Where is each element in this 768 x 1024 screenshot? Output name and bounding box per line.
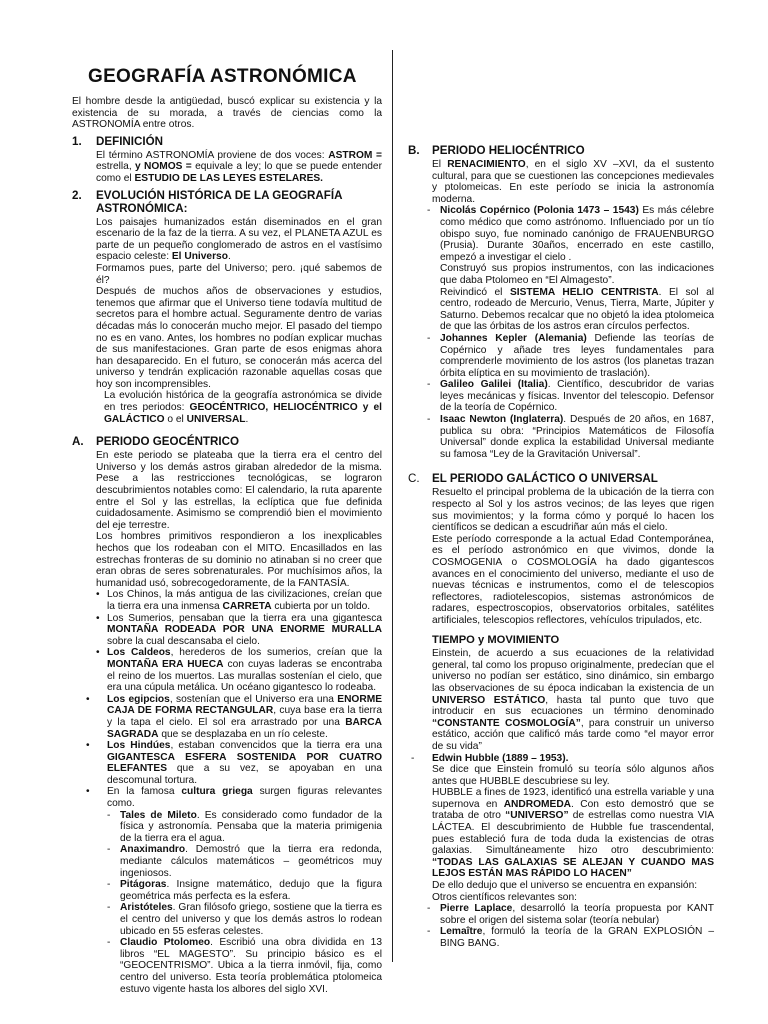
list-item <box>96 694 382 740</box>
text-run: , desarrolló la teoría propuesta por KANT sobre el origen del sistema solar (teoría nebular) <box>440 903 715 926</box>
section-title: EL PERIODO GALÁCTICO O UNIVERSAL <box>432 472 658 486</box>
list-item <box>424 205 714 333</box>
section-number: 1. <box>72 134 82 148</box>
text-run: . Demostró que la tierra era redonda, mediante cálculos matemáticos – geométricos muy ingeniosos. <box>120 844 382 879</box>
bold-run: ENORME CAJA DE FORMA RECTANGULAR <box>107 693 382 717</box>
text-run: . Con esto demostró que se trataba de otro <box>432 798 714 822</box>
bold-run: Anaximandro <box>120 844 186 856</box>
bold-run: Pitágoras <box>120 879 167 891</box>
text-run: . Escribió una obra dividida en 13 libros “EL MAGESTO”. Su principio básico es el “GEOCENTRISMO”. Ubica a la tierra inmóvil, fija, como centro del universo. Esta teoría problemática ptolomeica estuvo vigente hasta los albores del siglo XVI. <box>120 937 382 995</box>
text-run: surgen figuras relevantes como. <box>107 786 382 810</box>
bold-run: UNIVERSO ESTÁTICO <box>432 694 546 706</box>
text-run: El término ASTRONOMÍA proviene de dos voces: <box>96 149 329 161</box>
bold-run: Johannes Kepler (Alemania) <box>440 332 587 344</box>
section-number: A. <box>72 435 84 449</box>
bold-run: ESTUDIO DE LAS LEYES ESTELARES. <box>134 172 324 184</box>
text-run: . El sol al centro, rodeado de Mercurio, Venus, Tierra, Marte, Júpiter y Saturno. Debemos recalcar que no objetó la idea ptolomeica de que las órbitas de los astros eran círculos perfectos. <box>440 286 714 333</box>
text-run: Reivindicó el <box>440 286 510 298</box>
text-run: , estaban convencidos que la tierra era una <box>170 740 383 752</box>
galactico-paragraph-2: Este período corresponde a la actual Edad Contemporánea, es el período astronómico en que vivimos, donde la COSMOGENIA o COSMOLOGÍA ha dado gigantescos avances en el conocimiento del universo, mediante el uso de nuevas técnicas e instrumentos, como el de telescopios reflectores, radiotelescopios, sistemas astronómicos de radares, espectroscopios, observatorios orbitales, satélites artificiales, telescopios reflectores, vehículos tripulados, etc. <box>432 533 714 626</box>
evolucion-paragraph-3: Después de muchos años de observaciones y estudios, tenemos que afirmar que el Universo tiene todavía multitud de secretos para el hombre actual. Seguramente dentro de varias décadas más lo conocerán mucho mejor. El pasado del tiempo no es en vano. Antes, los hombres no podían explicar muchas de sus manifestaciones. Gran parte de esos enigmas ahora han desaparecido. En el futuro, se conocerán más acerca del universo y tendrán explicación razonable aquellas cosas que hoy son incomprensibles. <box>96 286 382 390</box>
text-run: , en el siglo XV –XVI, da el sustento cultural, para que se cuestionen las concepciones medievales y ptolomeicas. En este período se inicia la astronomía moderna. <box>432 159 715 205</box>
bold-run: Los Caldeos <box>107 647 171 659</box>
bold-run: Galileo Galilei (Italia) <box>440 379 548 391</box>
section-evolucion-heading <box>72 189 382 215</box>
bold-run: Nicolás Copérnico (Polonia 1473 – 1543) <box>440 205 639 217</box>
text-run: que se desplazaba en un río celeste. <box>158 728 328 740</box>
list-item <box>96 740 382 786</box>
continued-text-spacer <box>408 44 714 140</box>
text-run: Es más célebre como médico que como astrónomo. Influenciado por un tío obispo suyo, fue nominado canónigo de FRAUENBURGO (Prusia). Durante 30años, encerrado en este castillo, empezó a investigar el cielo . <box>440 205 714 263</box>
geocentrico-body <box>72 450 382 589</box>
bold-run: “CONSTANTE COSMOLOGÍA” <box>432 717 581 729</box>
list-item <box>424 926 714 949</box>
list-item <box>424 379 714 414</box>
text-run: En la famosa <box>107 786 182 798</box>
bold-run: GEOCÉNTRICO, HELIOCÉNTRICO y el GALÁCTICO <box>104 402 382 425</box>
section-definicion-heading <box>72 135 382 148</box>
text-run: Los Sumerios, pensaban que la tierra era una gigantesca <box>107 612 382 624</box>
left-column <box>72 66 382 995</box>
bold-run: ASTROM = <box>328 149 382 161</box>
galactico-paragraph-1: Resuelto el principal problema de la ubicación de la tierra con respecto al Sol y los astros vecinos; de las leyes que rigen sus movimientos; y la forma cómo y porqué lo hacen los científicos se dedican a escudriñar aún más el cielo. <box>432 487 714 534</box>
bold-run: Edwin Hubble (1889 – 1953). <box>432 752 569 764</box>
section-geocentrico-heading <box>72 435 382 448</box>
galactico-body <box>408 487 714 626</box>
text-run: , cuya base era la tierra y la tapa el cielo. El sol era arrastrado por una <box>107 705 382 728</box>
text-run: de estrellas como nuestra VIA LÁCTEA. El descubrimiento de Hubble fue trascendental, pues estableció fura de toda duda la existencias de otras galaxias. Simultáneamente hizo otro descubrimiento: <box>432 810 714 857</box>
section-title: EVOLUCIÓN HISTÓRICA DE LA GEOGRAFÍA ASTRONÓMICA: <box>96 188 343 215</box>
section-title: DEFINICIÓN <box>96 134 163 148</box>
list-item <box>96 647 382 693</box>
text-run: Otros científicos relevantes son: <box>432 891 577 903</box>
list-item <box>96 613 382 648</box>
list-item <box>104 937 382 995</box>
right-column <box>408 44 714 950</box>
text-run: Construyó sus propios instrumentos, con las indicaciones que daba Ptolomeo en “El Almagesto”. <box>440 263 714 286</box>
section-number: 2. <box>72 188 82 202</box>
bold-run: MONTAÑA RODEADA POR UNA ENORME MURALLA <box>107 624 382 636</box>
section-galactico-heading <box>408 472 714 485</box>
bold-run: cultura griega <box>181 786 253 798</box>
list-item <box>104 844 382 879</box>
text-run: Defiende las teorías de Copérnico y añade tres leyes fundamentales para comprenderle movimiento de los astros (los planetas trazan órbita elíptica en su movimiento de traslación). <box>440 332 714 379</box>
page-title: GEOGRAFÍA ASTRONÓMICA <box>88 66 357 87</box>
text-run: , para construir un universo estático, acción que calificó más tarde como “el mayor error de su vida” <box>432 717 714 752</box>
bold-run: Pierre Laplace <box>440 903 513 915</box>
text-run: cubierta por un toldo. <box>271 600 371 612</box>
text-run: sobre la cual descansaba el cielo. <box>107 635 260 647</box>
bold-run: BARCA SAGRADA <box>107 716 382 740</box>
text-run: . Insigne matemático, dedujo que la figura geométrica más perfecta es la esfera. <box>120 879 382 902</box>
other-scientists-list <box>408 903 714 949</box>
text-run: , hasta tal punto que tuvo que introducir en sus ecuaciones un término denominado <box>432 694 714 718</box>
geocentrico-bullet-list-2 <box>72 694 382 810</box>
evolucion-body <box>72 217 382 426</box>
section-heliocentrico-heading <box>408 144 714 157</box>
bold-run: Los Hindúes <box>107 740 171 752</box>
text-run: . Es considerado como fundador de la física y astronomía. Pensaba que la materia primigenia de la tierra era el agua. <box>120 809 382 844</box>
text-run: La evolución histórica de la geografía astronómica se divide en tres periodos: <box>104 390 382 414</box>
section-title: PERIODO GEOCÉNTRICO <box>96 435 240 449</box>
greek-figures-list <box>72 810 382 996</box>
bold-run: Lemaître <box>440 926 483 938</box>
section-number: B. <box>408 144 420 157</box>
list-item <box>104 879 382 902</box>
text-run: Se dice que Einstein fromuló su teoría sólo algunos años antes que HUBBLE descubriese su ley. <box>432 764 714 787</box>
bold-run: RENACIMIENTO <box>447 159 526 170</box>
text-run: . Gran filósofo griego, sostiene que la tierra es el centro del universo y que los demás astros lo rodean ubicado en 55 esferas celestes. <box>120 902 382 937</box>
text-run: El <box>432 159 448 170</box>
bold-run: El Universo <box>171 251 228 263</box>
section-title: PERIODO HELIOCÉNTRICO <box>432 144 585 157</box>
text-run: . <box>227 251 231 263</box>
bold-run: SISTEMA HELIO CENTRISTA <box>509 286 659 298</box>
hubble-list <box>408 753 714 904</box>
list-item <box>424 333 714 379</box>
text-run: , herederos de los sumerios, creían que la <box>170 647 382 659</box>
section-number: C. <box>408 472 420 486</box>
bold-run: ANDROMEDA <box>503 798 572 810</box>
definicion-paragraph <box>72 150 382 185</box>
text-run: , sostenían que el Universo era una <box>169 693 338 705</box>
text-run: estrella, <box>96 161 135 173</box>
bold-run: Isaac Newton (Inglaterra) <box>440 414 564 426</box>
bold-run: Tales de Mileto <box>120 809 197 821</box>
text-run: De ello dedujo que el universo se encuentra en expansión: <box>432 880 698 892</box>
evolucion-paragraph-2: Formamos pues, parte del Universo; pero. ¡qué sabemos de él? <box>96 262 382 286</box>
tiempo-heading: TIEMPO y MOVIMIENTO <box>432 633 560 646</box>
text-run: , formuló la teoría de la GRAN EXPLOSIÓN – BING BANG. <box>440 926 714 949</box>
bold-run: CARRETA <box>222 600 272 612</box>
bold-run: “TODAS LAS GALAXIAS SE ALEJAN Y CUANDO MAS LEJOS ESTÁN MAS RÁPIDO LO HACEN” <box>432 856 714 880</box>
evolucion-paragraph-1 <box>96 217 382 263</box>
list-item <box>104 902 382 937</box>
list-item <box>96 589 382 612</box>
text-run: equivale a ley; lo que se puede entender como el <box>96 161 382 184</box>
text-run: Los paisajes humanizados están diseminados en el gran escenario de la faz de la tierra. A su vez, el PLANETA AZUL es parte de un pequeño conglomerado de astros en el vastísimo espacio celeste: <box>96 216 382 263</box>
tiempo-paragraph <box>408 648 714 752</box>
intro-paragraph: El hombre desde la antigüedad, buscó explicar su existencia y la existencia de su morada, a través de ciencias como la ASTRONOMÍA entre otros. <box>72 96 382 131</box>
bold-run: GIGANTESCA ESFERA SOSTENIDA POR CUATRO ELEFANTES <box>107 751 382 775</box>
column-divider <box>392 50 393 962</box>
bold-run: MONTAÑA ERA HUECA <box>107 658 224 670</box>
evolucion-paragraph-4 <box>96 390 382 425</box>
bold-run: Los egipcios <box>107 693 170 705</box>
list-item <box>96 786 382 809</box>
text-run: que a su vez, se apoyaban en una descomunal tortura. <box>107 763 382 786</box>
heliocentrico-list <box>408 205 714 460</box>
list-item <box>408 753 714 904</box>
text-run: o el <box>164 413 187 425</box>
heliocentrico-paragraph <box>408 159 714 205</box>
text-run: . Científico, descubridor de varias leyes mecánicas y físicas. Inventor del telescopio. Defensor de la teoría de Copérnico. <box>440 379 714 414</box>
bold-run: y NOMOS = <box>135 161 192 173</box>
text-run: con cuyas laderas se encontraba el reino de los muertos. Las murallas sostenían el cielo, que era una cúpula metálica. Un océano gigantesco lo rodeaba. <box>107 658 382 694</box>
geocentrico-bullet-list <box>72 589 382 693</box>
list-item <box>104 810 382 845</box>
geocentrico-paragraph-1: En este periodo se plateaba que la tierra era el centro del Universo y los demás astros giraban alrededor de la misma. Pese a las restricciones tecnológicas, se lograron descubrimientos notables como: El calendario, la ruta aparente entre el Sol y las estrellas, la eclíptica que fue definida cuidadosamente. Asimismo se comprendió bien el movimiento del eje terrestre. <box>96 450 382 531</box>
bold-run: UNIVERSAL <box>186 413 246 425</box>
list-item <box>424 903 714 926</box>
bold-run: Claudio Ptolomeo <box>120 937 211 949</box>
text-run: . <box>245 413 249 425</box>
text-run: Los Chinos, la más antigua de las civilizaciones, creían que la tierra era una inmensa <box>107 589 382 612</box>
text-run: HUBBLE a fines de 1923, identificó una estrella variable y una supernova en <box>432 787 714 810</box>
bold-run: Aristóteles <box>120 902 173 914</box>
list-item <box>424 414 714 460</box>
text-run: Einstein, de acuerdo a sus ecuaciones de la relatividad general, tal como los propuso originalmente, predecían que el universo no podían ser estático, sino dinámico, sin embargo las observaciones de su época indicaban la existencia de un <box>432 648 714 694</box>
geocentrico-paragraph-2: Los hombres primitivos respondieron a los inexplicables hechos que los rodeaban con el MITO. Encasillados en las estrechas fronteras de su dominio no atinaban si no creer que eran obras de seres sobrenaturales. Por muchísimos años, la humanidad usó, sobrecogedoramente, de la FANTASÍA. <box>96 531 382 589</box>
text-run: . Después de 20 años, en 1687, publica su obra: “Principios Matemáticos de Filosofía Universal” donde explica la estabilidad Universal mediante su famosa “Ley de la Gravitación Universal”. <box>440 414 715 460</box>
bold-run: “UNIVERSO” <box>505 810 569 822</box>
